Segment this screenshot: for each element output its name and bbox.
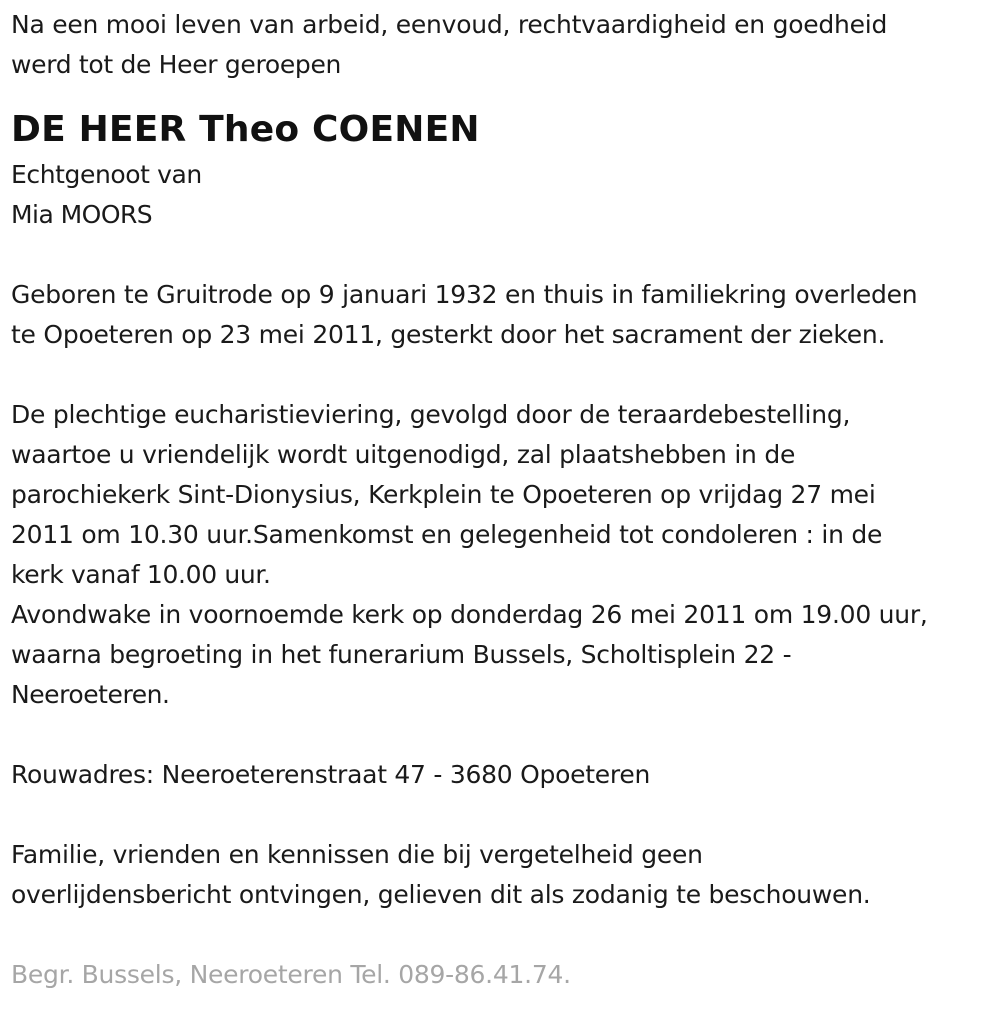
spacer <box>11 715 996 755</box>
spacer <box>11 915 996 955</box>
notice-line-1: Familie, vrienden en kennissen die bij vergetelheid geen <box>11 840 703 869</box>
ceremony-line: 2011 om 10.30 uur.Samenkomst en gelegenheid tot condoleren : in de <box>11 520 883 549</box>
wake-line: waarna begroeting in het funerarium Bussels, Scholtisplein 22 - <box>11 640 792 669</box>
wake-line: Avondwake in voornoemde kerk op donderdag 26 mei 2011 om 19.00 uur, <box>11 600 928 629</box>
relation-line-1: Echtgenoot van <box>11 160 202 189</box>
birth-death-line-1: Geboren te Gruitrode op 9 januari 1932 en thuis in familiekring overleden <box>11 280 918 309</box>
ceremony-line: De plechtige eucharistieviering, gevolgd door de teraardebestelling, <box>11 400 851 429</box>
mourning-address: Rouwadres: Neeroeterenstraat 47 - 3680 Opoeteren <box>11 760 651 789</box>
death-notice <box>11 0 996 995</box>
wake-line: Neeroeteren. <box>11 680 170 709</box>
spacer <box>11 355 996 395</box>
ceremony-line: kerk vanaf 10.00 uur. <box>11 560 271 589</box>
spacer <box>11 235 996 275</box>
deceased-name: DE HEER Theo COENEN <box>11 109 480 150</box>
funeral-home-footer: Begr. Bussels, Neeroeteren Tel. 089-86.41.74. <box>11 960 571 989</box>
ceremony-line: waartoe u vriendelijk wordt uitgenodigd, zal plaatshebben in de <box>11 440 796 469</box>
spouse-name: Mia MOORS <box>11 200 153 229</box>
ceremony-line: parochiekerk Sint-Dionysius, Kerkplein te Opoeteren op vrijdag 27 mei <box>11 480 876 509</box>
intro-line-2: werd tot de Heer geroepen <box>11 50 342 79</box>
birth-death-line-2: te Opoeteren op 23 mei 2011, gesterkt door het sacrament der zieken. <box>11 320 886 349</box>
notice-line-2: overlijdensbericht ontvingen, gelieven dit als zodanig te beschouwen. <box>11 880 871 909</box>
intro-line-1: Na een mooi leven van arbeid, eenvoud, rechtvaardigheid en goedheid <box>11 10 888 39</box>
spacer <box>11 795 996 835</box>
